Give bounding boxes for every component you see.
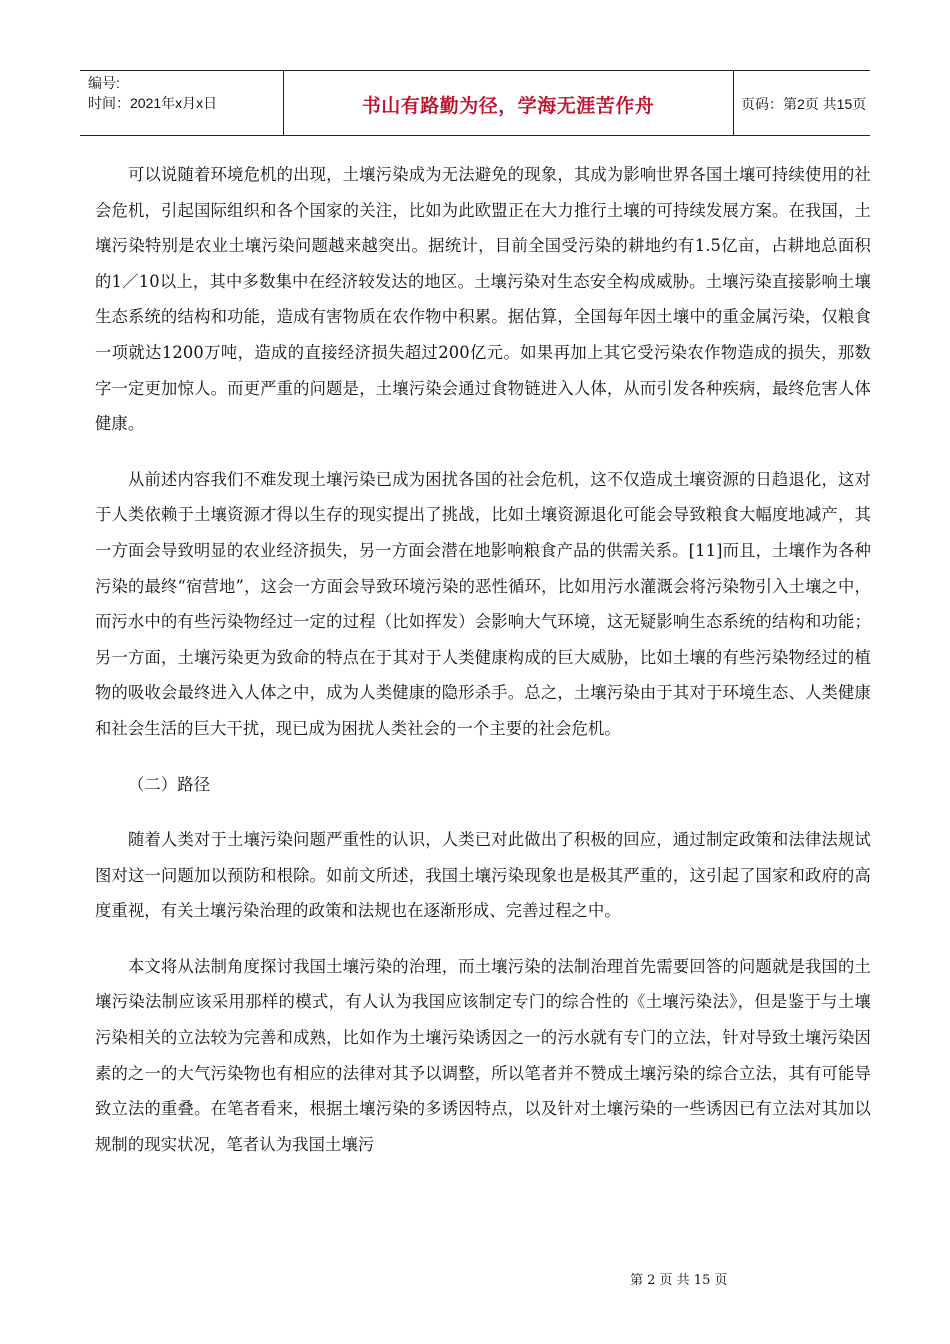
header-left-cell (80, 71, 284, 135)
paragraph-1: 可以说随着环境危机的出现，土壤污染成为无法避免的现象，其成为影响世界各国土壤可持续使用的社会危机，引起国际组织和各个国家的关注，比如为此欧盟正在大力推行土壤的可持续发展方案。在我国，土壤污染特别是农业土壤污染问题越来越突出。据统计，目前全国受污染的耕地约有1.5亿亩，占耕地总面积的1／10以上，其中多数集中在经济较发达的地区。土壤污染对生态安全构成威胁。土壤污染直接影响土壤生态系统的结构和功能，造成有害物质在农作物中积累。据估算，全国每年因土壤中的重金属污染，仅粮食一项就达1200万吨，造成的直接经济损失超过200亿元。如果再加上其它受污染农作物造成的损失，那数字一定更加惊人。而更严重的问题是，土壤污染会通过食物链进入人体，从而引发各种疾病，最终危害人体健康。 (95, 165, 871, 434)
header-right-cell (733, 71, 870, 135)
section-heading-path: （二）路径 (128, 774, 211, 794)
header-motto: 书山有路勤为径，学海无涯苦作舟 (361, 95, 655, 117)
document-date-label: 时间：2021年x月x日 (88, 95, 218, 111)
header-middle-cell (283, 71, 734, 135)
paragraph-2: 从前述内容我们不难发现土壤污染已成为困扰各国的社会危机，这不仅造成土壤资源的日趋退化，这对于人类依赖于土壤资源才得以生存的现实提出了挑战，比如土壤资源退化可能会导致粮食大幅度地减产，其一方面会导致明显的农业经济损失，另一方面会潜在地影响粮食产品的供需关系。[11]而且，土壤作为各种污染的最终“宿营地”，这会一方面会导致环境污染的恶性循环，比如用污水灌溉会将污染物引入土壤之中，而污水中的有些污染物经过一定的过程（比如挥发）会影响大气环境，这无疑影响生态系统的结构和功能；另一方面，土壤污染更为致命的特点在于其对于人类健康构成的巨大威胁，比如土壤的有些污染物经过的植物的吸收会最终进入人体之中，成为人类健康的隐形杀手。总之，土壤污染由于其对于环境生态、人类健康和社会生活的巨大干扰，现已成为困扰人类社会的一个主要的社会危机。 (95, 469, 871, 738)
paragraph-3: 随着人类对于土壤污染问题严重性的认识，人类已对此做出了积极的回应，通过制定政策和法律法规试图对这一问题加以预防和根除。如前文所述，我国土壤污染现象也是极其严重的，这引起了国家和政府的高度重视，有关土壤污染治理的政策和法规也在逐渐形成、完善过程之中。 (95, 830, 871, 921)
header-page-label: 页码：第2页 共15页 (741, 96, 867, 112)
document-number-label: 编号: (88, 75, 120, 91)
footer-page-number: 第 2 页 共 15 页 (630, 1273, 728, 1288)
document-body (95, 157, 871, 1162)
paragraph-4: 本文将从法制角度探讨我国土壤污染的治理，而土壤污染的法制治理首先需要回答的问题就是我国的土壤污染法制应该采用那样的模式，有人认为我国应该制定专门的综合性的《土壤污染法》，但是鉴于与土壤污染相关的立法较为完善和成熟，比如作为土壤污染诱因之一的污水就有专门的立法，针对导致土壤污染因素的之一的大气污染物也有相应的法律对其予以调整，所以笔者并不赞成土壤污染的综合立法，其有可能导致立法的重叠。在笔者看来，根据土壤污染的多诱因特点，以及针对土壤污染的一些诱因已有立法对其加以规制的现实状况，笔者认为我国土壤污 (95, 956, 871, 1154)
header-table (80, 70, 870, 136)
